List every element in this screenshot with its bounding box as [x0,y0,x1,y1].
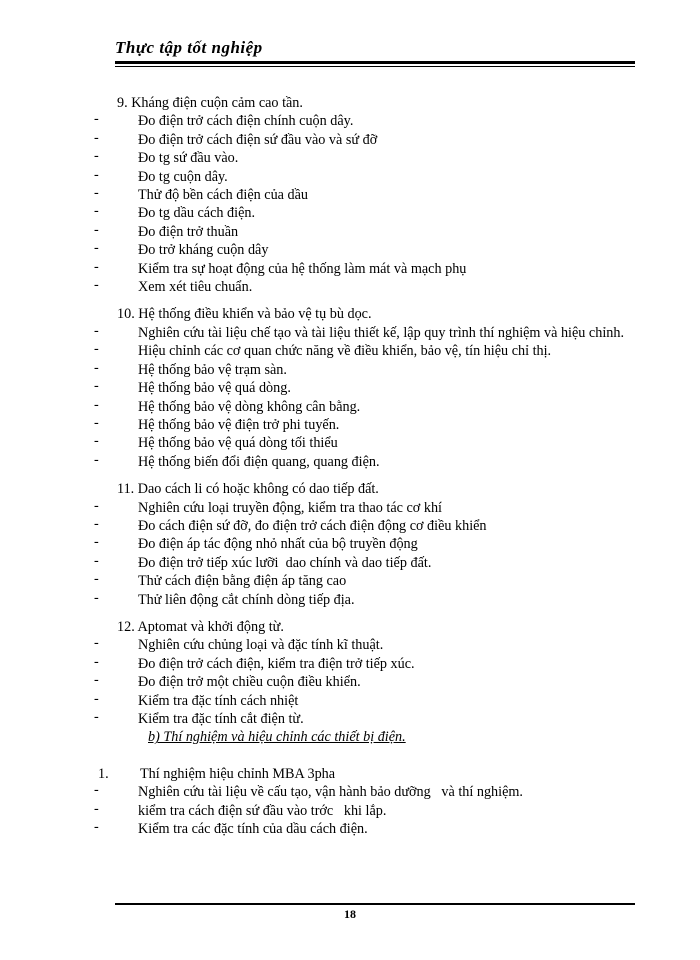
list-item-text: Đo điện trở tiếp xúc lưỡi dao chính và dao tiếp đất. [138,554,432,571]
list-item [92,131,637,149]
bullet-dash: - [94,653,99,670]
bullet-dash: - [94,672,99,689]
list-item-text: Đo cách điện sứ đỡ, đo điện trở cách điện động cơ điều khiển [138,517,487,534]
bullet-dash: - [94,451,99,468]
section-spacer [92,747,637,765]
list-item [92,149,637,167]
list-item-text: Thử cách điện bằng điện áp tăng cao [138,573,347,590]
bullet-dash: - [94,185,99,202]
list-item [92,453,637,471]
bullet-dash: - [94,258,99,275]
bullet-dash: - [94,589,99,606]
list-item-text: Đo tg cuộn dây. [138,168,228,185]
bullet-dash: - [94,709,99,725]
bullet-dash: - [94,414,99,431]
list-item [92,223,637,241]
section-spacer [92,609,637,618]
list-item-text: Kiểm tra đặc tính cắt điện từ. [138,711,304,727]
list-item [92,342,637,360]
list-item-text: Thử độ bền cách điện của dầu [138,187,308,204]
section-number: 1. [98,765,109,782]
list-item [92,168,637,186]
bullet-dash: - [94,552,99,569]
bullet-dash: - [94,322,99,339]
list-item [92,241,637,259]
bullet-dash: - [94,148,99,165]
list-item [92,112,637,130]
list-item-text: Kiểm tra đặc tính cách nhiệt [138,692,299,709]
bullet-dash: - [94,819,99,836]
bullet-dash: - [94,203,99,220]
list-item-text: Thử liên động cắt chính dòng tiếp địa. [138,591,355,608]
section-spacer [92,471,637,480]
bullet-dash: - [94,166,99,183]
bullet-dash: - [94,497,99,514]
bullet-dash: - [94,277,99,294]
list-item [92,186,637,204]
bullet-dash: - [94,635,99,652]
header-rule-thick [115,61,635,64]
section-title: 12. Aptomat và khởi động từ. [117,618,284,635]
list-item-text: kiểm tra cách điện sứ đầu vào trớc khi lắp. [138,802,387,819]
list-item [92,783,637,801]
bullet-dash: - [94,534,99,551]
list-item [92,802,637,820]
bullet-dash: - [94,111,99,128]
bullet-dash: - [94,782,99,799]
bullet-dash: - [94,129,99,146]
list-item-text: Đo tg sứ đầu vào. [138,150,239,167]
list-item-text: Đo điện trở thuần [138,223,239,240]
list-item-text: Đo trở kháng cuộn dây [138,242,269,259]
bullet-dash: - [94,378,99,395]
list-item [92,535,637,553]
list-item-text: Hệ thống biến đổi điện quang, quang điện. [138,453,380,470]
list-item-text: Đo tg dầu cách điện. [138,205,256,222]
subheading-text: b) Thí nghiệm và hiệu chỉnh các thiết bị điện. [148,729,406,746]
list-item-text: Đo điện trở cách điện, kiểm tra điện trở tiếp xúc. [138,655,415,672]
list-item [92,636,637,654]
list-item-text: Nghiên cứu chủng loại và đặc tính kĩ thuật. [138,637,384,654]
list-item-text: Đo điện trở cách điện chính cuộn dây. [138,113,354,130]
list-item [92,361,637,379]
list-item [92,517,637,535]
list-item [92,710,637,728]
list-item [92,673,637,691]
bullet-dash: - [94,800,99,817]
list-item-text: Nghiên cứu tài liệu về cấu tạo, vận hành bảo dưỡng và thí nghiệm. [138,784,523,801]
page-header-title: Thực tập tốt nghiệp [115,38,263,57]
list-item-text: Kiểm tra các đặc tính của dầu cách điện. [138,821,368,838]
bullet-dash: - [94,433,99,450]
list-item-text: Hệ thống bảo vệ quá dòng tối thiểu [138,435,338,452]
bullet-dash: - [94,515,99,532]
numbered-section-text: Thí nghiệm hiệu chỉnh MBA 3pha [140,765,336,782]
list-item-text: Nghiên cứu tài liệu chế tạo và tài liệu thiết kế, lập quy trình thí nghiệm và hiệu chỉnh. [138,324,624,341]
list-item [92,324,637,342]
bullet-dash: - [94,221,99,238]
list-item-text: Đo điện trở một chiều cuộn điều khiển. [138,674,361,691]
list-item [92,554,637,572]
list-item [92,572,637,590]
bullet-dash: - [94,690,99,707]
list-item [92,499,637,517]
list-item [92,398,637,416]
header-rule-thin [115,66,635,67]
bullet-dash: - [94,396,99,413]
page-number: 18 [344,907,356,921]
list-item-text: Đo điện trở cách điện sứ đầu vào và sứ đỡ [138,131,378,148]
list-item [92,278,637,296]
list-item [92,820,637,838]
list-item-text: Hiệu chỉnh các cơ quan chức năng về điều khiển, bảo vệ, tín hiệu chỉ thị. [138,343,552,360]
numbered-section-title [92,765,637,783]
list-item-text: Kiểm tra sự hoạt động của hệ thống làm mát và mạch phụ [138,260,467,277]
list-item [92,416,637,434]
section-title: 11. Dao cách li có hoặc không có dao tiếp đất. [117,481,379,498]
section-title: 10. Hệ thống điều khiển và bảo vệ tụ bù dọc. [117,306,372,323]
list-item-text: Hệ thống bảo vệ điện trở phi tuyến. [138,416,340,433]
list-item [92,655,637,673]
document-body [92,94,637,838]
bullet-dash: - [94,359,99,376]
list-item [92,204,637,222]
section-spacer [92,296,637,305]
list-item-text: Nghiên cứu loại truyền động, kiểm tra thao tác cơ khí [138,499,442,516]
list-item-text: Đo điện áp tác động nhỏ nhất của bộ truyền động [138,536,418,553]
list-item [92,591,637,609]
section-title: 9. Kháng điện cuộn cảm cao tần. [117,95,303,111]
list-item-text: Hệ thống bảo vệ quá dòng. [138,380,291,397]
bullet-dash: - [94,240,99,257]
list-item [92,379,637,397]
subheading [92,728,637,746]
list-item-text: Hệ thống bảo vệ dòng không cân bằng. [138,398,361,415]
list-item-text: Hệ thống bảo vệ trạm sàn. [138,361,287,378]
list-item-text: Xem xét tiêu chuẩn. [138,279,253,296]
list-item [92,434,637,452]
bullet-dash: - [94,341,99,358]
list-item [92,260,637,278]
bullet-dash: - [94,571,99,588]
footer-rule [115,903,635,905]
list-item [92,692,637,710]
